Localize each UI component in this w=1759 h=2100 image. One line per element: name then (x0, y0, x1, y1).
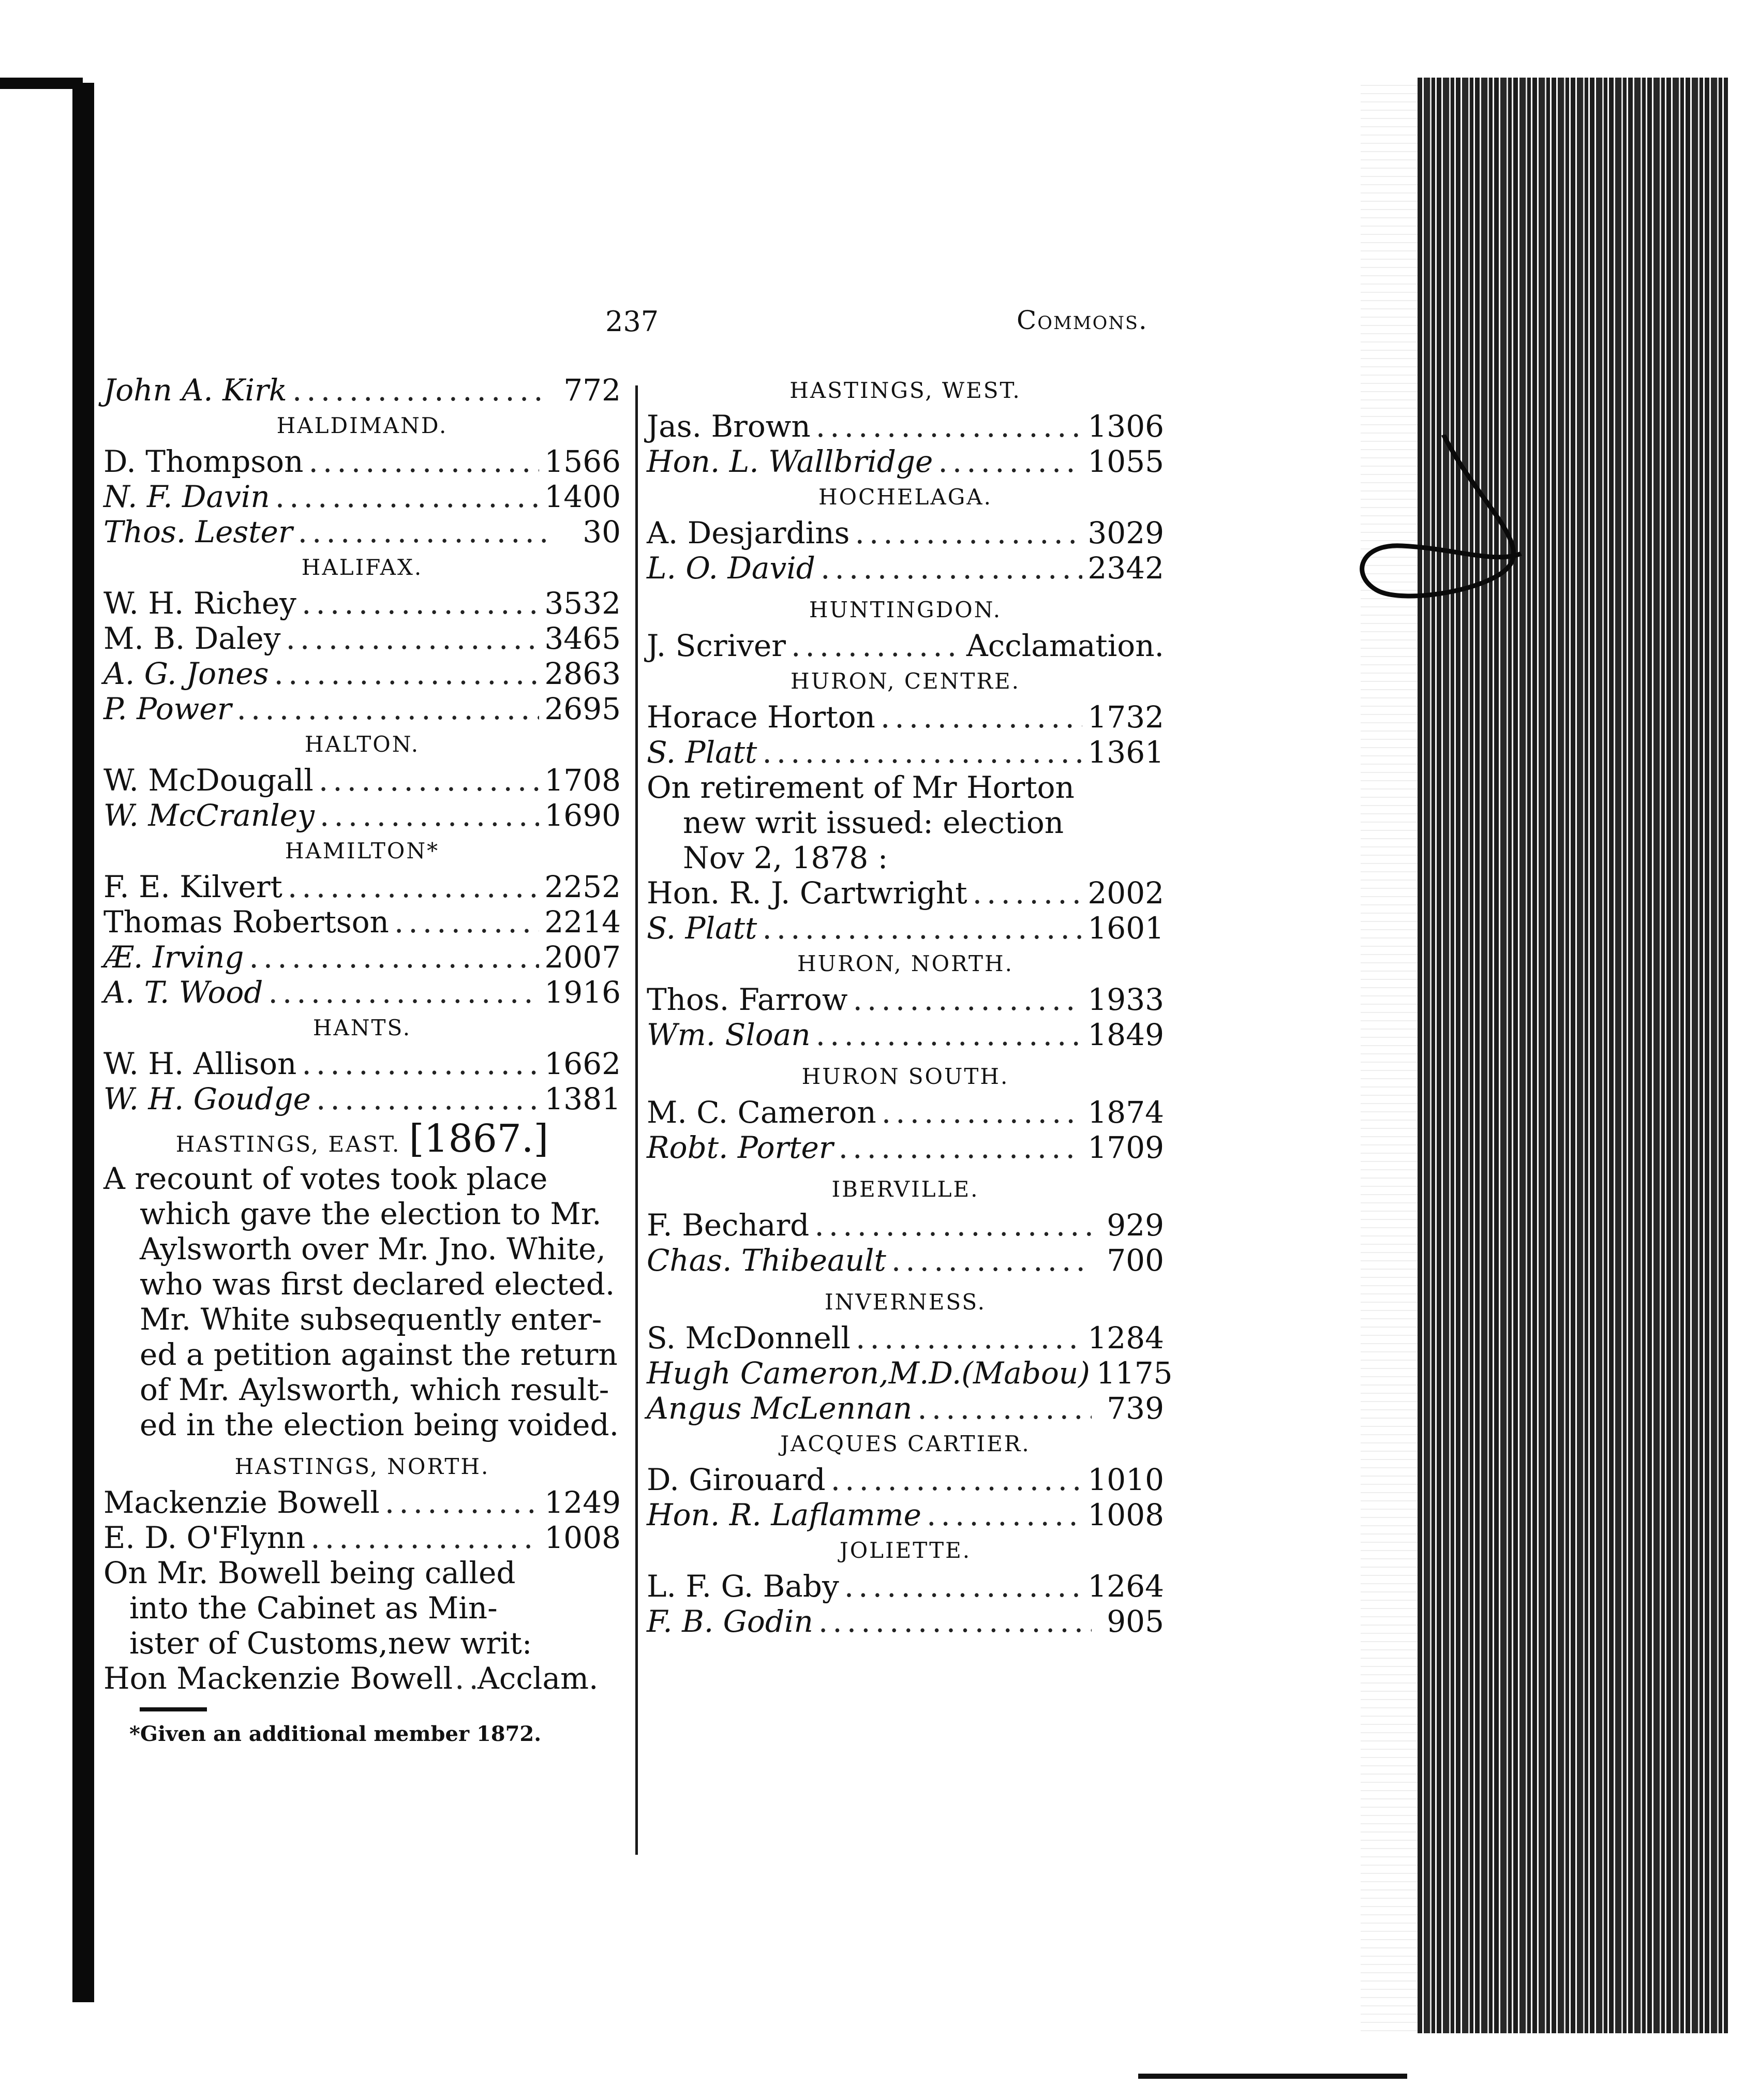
note-line: Mr. White subsequently enter- (140, 1302, 602, 1337)
result-row: W. McDougall ..... 1708 (103, 763, 621, 798)
constituency-heading-huron-centre: HURON, CENTRE. (790, 668, 1021, 694)
note-line: into the Cabinet as Min- (129, 1590, 498, 1626)
constituency-heading-halton: HALTON. (304, 732, 420, 757)
recount-note (103, 1161, 621, 1442)
constituency-heading-hastings-east (103, 1116, 621, 1161)
result-row: Chas. Thibeault ..... 700 (647, 1243, 1164, 1278)
constituency-heading-huron-south: HURON SOUTH. (801, 1064, 1009, 1089)
result-row: A. Desjardins ..... 3029 (647, 515, 1164, 550)
result-row: M. C. Cameron ..... 1874 (647, 1095, 1164, 1130)
result-row: John A. Kirk ..... 772 (103, 373, 621, 408)
constituency-heading-halifax: HALIFAX. (301, 555, 423, 580)
result-row: L. O. David ..... 2342 (647, 550, 1164, 586)
result-row: S. Platt ..... 1601 (647, 911, 1164, 946)
note-line: ed a petition against the return (140, 1337, 618, 1372)
footnote: *Given an additional member 1872. (129, 1722, 542, 1746)
result-row: S. McDonnell ..... 1284 (647, 1320, 1164, 1356)
binding-edge-cap (0, 78, 83, 89)
result-row: J. Scriver ..... Acclamation. (647, 628, 1164, 663)
result-row: Wm. Sloan ..... 1849 (647, 1017, 1164, 1052)
constituency-heading-hochelaga: HOCHELAGA. (818, 484, 992, 510)
result-row: N. F. Davin ..... 1400 (103, 479, 621, 514)
constituency-heading-hants: HANTS. (312, 1015, 412, 1040)
constituency-heading-hastings-west: HASTINGS, WEST. (789, 378, 1021, 403)
result-row: M. B. Daley ..... 3465 (103, 621, 621, 656)
footnote-rule (140, 1707, 207, 1711)
result-row: Thomas Robertson ..... 2214 (103, 904, 621, 940)
result-row: Angus McLennan ..... 739 (647, 1391, 1164, 1426)
note-line: of Mr. Aylsworth, which result- (140, 1372, 609, 1407)
note-line: who was first declared elected. (140, 1267, 615, 1302)
string-loop-icon (1340, 435, 1526, 652)
note-line: Nov 2, 1878 : (683, 840, 888, 875)
note-line: On retirement of Mr Horton (647, 770, 1075, 805)
result-row: Thos. Farrow ..... 1933 (647, 982, 1164, 1017)
result-row: F. E. Kilvert ..... 2252 (103, 869, 621, 904)
horton-note (647, 770, 1164, 875)
result-row: A. G. Jones ..... 2863 (103, 656, 621, 691)
constituency-heading-joliette: JOLIETTE. (839, 1538, 972, 1563)
result-row: Hugh Cameron,M.D.(Mabou) 1175 (647, 1356, 1173, 1391)
year-bracket: [1867.] (409, 1116, 549, 1161)
note-line: ed in the election being voided. (140, 1407, 619, 1442)
constituency-heading-huron-north: HURON, NORTH. (797, 951, 1013, 976)
page-stack-edge (1418, 78, 1728, 2033)
column-divider (635, 385, 638, 1855)
constituency-heading-hamilton: HAMILTON* (285, 838, 440, 863)
bowell-note (103, 1555, 621, 1661)
note-line: Aylsworth over Mr. Jno. White, (140, 1231, 606, 1267)
constituency-heading-huntingdon: HUNTINGDON. (809, 597, 1002, 622)
result-row: D. Thompson ..... 1566 (103, 444, 621, 479)
result-row: A. T. Wood ..... 1916 (103, 975, 621, 1010)
result-row: S. Platt ..... 1361 (647, 735, 1164, 770)
result-row: D. Girouard ..... 1010 (647, 1462, 1164, 1497)
result-row: W. H. Allison ..... 1662 (103, 1046, 621, 1081)
constituency-heading-iberville: IBERVILLE. (831, 1176, 979, 1202)
note-line: ister of Customs,new writ: (129, 1626, 532, 1661)
result-row: Horace Horton ..... 1732 (647, 699, 1164, 735)
result-row: Robt. Porter ..... 1709 (647, 1130, 1164, 1165)
note-line: which gave the election to Mr. (140, 1196, 602, 1231)
page-stack-gap (1361, 78, 1418, 2033)
result-row: W. McCranley ..... 1690 (103, 798, 621, 833)
result-row: P. Power ..... 2695 (103, 691, 621, 726)
constituency-heading-hastings-north: HASTINGS, NORTH. (234, 1454, 490, 1479)
note-line: On Mr. Bowell being called (103, 1555, 516, 1590)
result-row: Hon. R. J. Cartwright ..... 2002 (647, 875, 1164, 911)
result-row: W. H. Richey ..... 3532 (103, 586, 621, 621)
page-number: 237 (605, 305, 659, 338)
result-row: Thos. Lester ..... 30 (103, 514, 621, 549)
heading-text: HASTINGS, EAST. (175, 1131, 401, 1157)
bottom-rule (1138, 2074, 1407, 2079)
constituency-heading-jacques-cartier: JACQUES CARTIER. (780, 1431, 1031, 1456)
note-line: new writ issued: election (683, 805, 1064, 840)
running-head: Commons. (1017, 305, 1148, 335)
result-row: F. B. Godin ..... 905 (647, 1604, 1164, 1639)
result-row: W. H. Goudge ..... 1381 (103, 1081, 621, 1116)
result-row: E. D. O'Flynn ..... 1008 (103, 1520, 621, 1555)
constituency-heading-haldimand: HALDIMAND. (276, 413, 448, 438)
result-row: L. F. G. Baby ..... 1264 (647, 1569, 1164, 1604)
result-row: Mackenzie Bowell ..... 1249 (103, 1485, 621, 1520)
result-row: Hon Mackenzie Bowell ..... Acclam. (103, 1661, 621, 1696)
page-header (0, 305, 1759, 347)
result-row: Hon. R. Laflamme ..... 1008 (647, 1497, 1164, 1532)
right-column (647, 373, 1173, 1639)
binding-edge (72, 83, 94, 2002)
left-column (103, 373, 621, 1750)
constituency-heading-inverness: INVERNESS. (824, 1289, 987, 1315)
result-row: Hon. L. Wallbridge ..... 1055 (647, 444, 1164, 479)
result-row: F. Bechard ..... 929 (647, 1208, 1164, 1243)
result-row: Æ. Irving ..... 2007 (103, 940, 621, 975)
result-row: Jas. Brown ..... 1306 (647, 409, 1164, 444)
note-line: A recount of votes took place (103, 1161, 548, 1196)
